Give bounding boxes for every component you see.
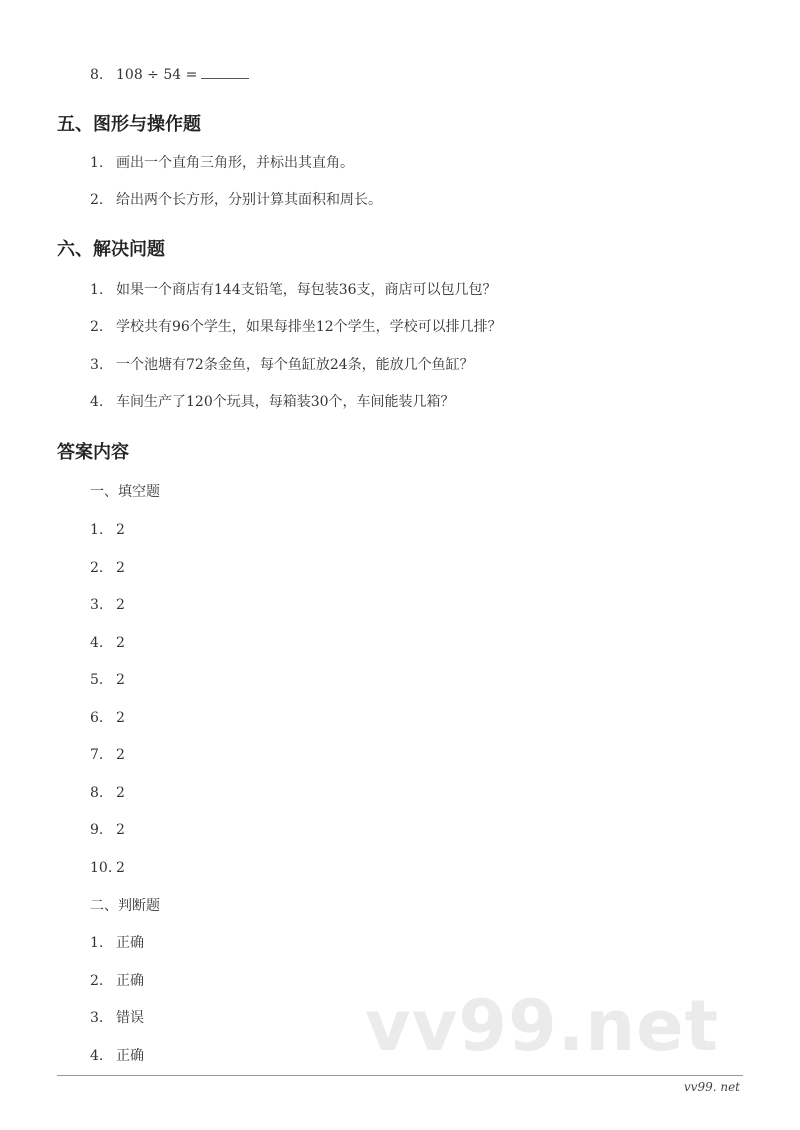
question-item bbox=[90, 153, 354, 173]
item-text: 给出两个长方形，分别计算其面积和周长。 bbox=[116, 192, 382, 208]
item-number: 1. bbox=[90, 935, 104, 951]
answer-item bbox=[90, 858, 125, 878]
item-text: 正确 bbox=[116, 972, 144, 989]
answer-item bbox=[90, 933, 144, 953]
item-text: 2 bbox=[116, 672, 125, 688]
question-item bbox=[90, 317, 502, 337]
item-number: 4. bbox=[90, 1047, 104, 1064]
item-text: 2 bbox=[116, 747, 125, 763]
answer-item bbox=[90, 820, 125, 840]
item-text: 正确 bbox=[116, 1047, 144, 1064]
answer-item bbox=[90, 633, 125, 653]
item-number: 3. bbox=[90, 597, 104, 613]
answer-item bbox=[90, 520, 125, 540]
item-number: 2. bbox=[90, 319, 104, 335]
item-number: 9. bbox=[90, 822, 104, 838]
answer-subheading: 一、填空题 bbox=[90, 484, 160, 500]
item-number: 3. bbox=[90, 357, 104, 373]
footer-text: vv99. net bbox=[683, 1080, 740, 1094]
item-text: 2 bbox=[116, 784, 125, 801]
item-text: 画出一个直角三角形，并标出其直角。 bbox=[116, 155, 354, 171]
item-number: 4. bbox=[90, 634, 104, 651]
item-text: 一个池塘有72条金鱼，每个鱼缸放24条，能放几个鱼缸？ bbox=[116, 357, 474, 373]
answer-item bbox=[90, 708, 125, 728]
item-number: 7. bbox=[90, 747, 104, 763]
item-text: 108 ÷ 54 = bbox=[116, 67, 198, 83]
answer-item bbox=[90, 670, 125, 690]
answer-blank bbox=[201, 64, 249, 79]
item-number: 2. bbox=[90, 972, 104, 989]
item-text: 2 bbox=[116, 709, 125, 726]
item-text: 2 bbox=[116, 859, 125, 876]
item-number: 10. bbox=[90, 859, 113, 876]
answer-subheading: 二、判断题 bbox=[90, 898, 160, 914]
item-number: 1. bbox=[90, 155, 104, 171]
answer-item bbox=[90, 783, 125, 803]
item-number: 1. bbox=[90, 522, 104, 538]
item-text: 错误 bbox=[116, 1010, 144, 1026]
item-number: 6. bbox=[90, 709, 104, 726]
item-text: 学校共有96个学生，如果每排坐12个学生，学校可以排几排？ bbox=[116, 319, 502, 335]
answers-heading: 答案内容 bbox=[57, 442, 129, 463]
item-number: 8. bbox=[90, 67, 104, 83]
answer-item bbox=[90, 595, 125, 615]
item-number: 3. bbox=[90, 1010, 104, 1026]
item-text: 如果一个商店有144支铅笔，每包装36支，商店可以包几包？ bbox=[116, 282, 497, 298]
item-number: 1. bbox=[90, 282, 104, 298]
question-item bbox=[90, 190, 382, 210]
item-text: 2 bbox=[116, 559, 125, 576]
answer-item bbox=[90, 971, 144, 991]
question-item bbox=[90, 355, 474, 375]
item-text: 正确 bbox=[116, 935, 144, 951]
item-number: 2. bbox=[90, 192, 104, 208]
item-text: 2 bbox=[116, 597, 125, 613]
watermark: vv99.net bbox=[365, 985, 720, 1067]
item-text: 车间生产了120个玩具，每箱装30个，车间能装几箱？ bbox=[116, 394, 455, 410]
item-text: 2 bbox=[116, 822, 125, 838]
question-item bbox=[90, 392, 455, 412]
section-heading: 五、图形与操作题 bbox=[57, 114, 201, 135]
question-item bbox=[90, 64, 249, 85]
section-heading: 六、解决问题 bbox=[57, 239, 165, 260]
item-text: 2 bbox=[116, 634, 125, 651]
question-item bbox=[90, 280, 497, 300]
answer-item bbox=[90, 1046, 144, 1066]
answer-item bbox=[90, 1008, 144, 1028]
answer-item bbox=[90, 558, 125, 578]
item-number: 2. bbox=[90, 559, 104, 576]
answer-item bbox=[90, 745, 125, 765]
item-number: 4. bbox=[90, 394, 104, 410]
item-number: 5. bbox=[90, 672, 104, 688]
footer-divider bbox=[57, 1075, 743, 1076]
item-number: 8. bbox=[90, 784, 104, 801]
item-text: 2 bbox=[116, 522, 125, 538]
